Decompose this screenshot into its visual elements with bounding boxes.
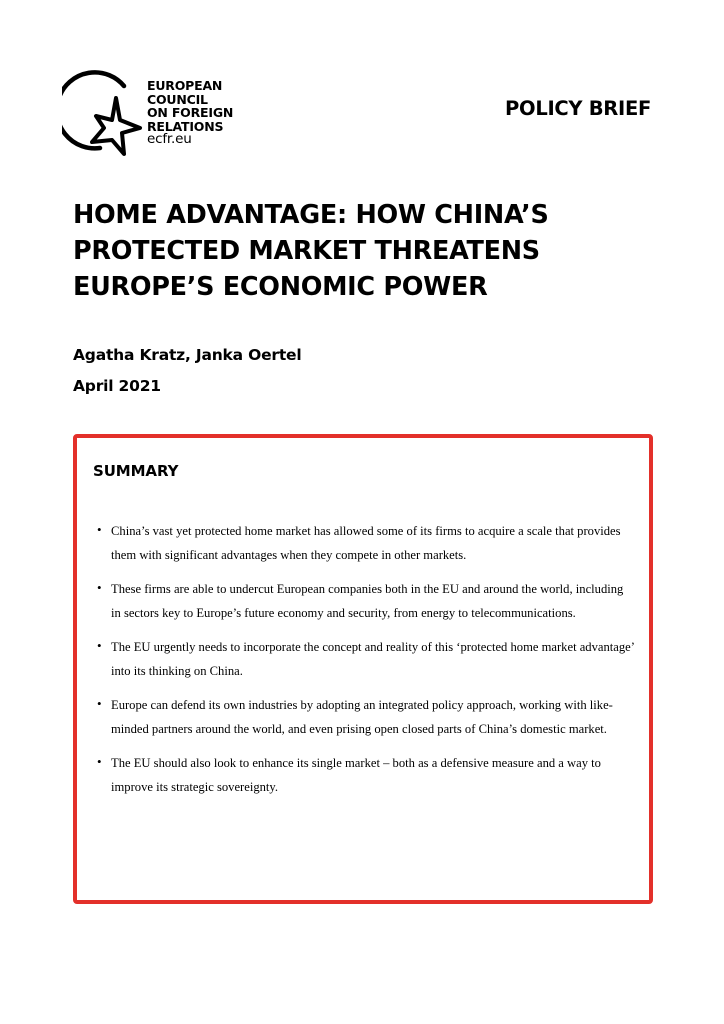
summary-list [95,520,635,810]
publication-date: April 2021 [73,377,161,395]
title-line: PROTECTED MARKET THREATENS [73,236,540,266]
brief-type-label: POLICY BRIEF [505,97,651,120]
list-item [95,752,635,799]
summary-heading: SUMMARY [93,462,179,480]
summary-item-text: China’s vast yet protected home market has allowed some of its firms to acquire a scale that provides them with significant advantages when they compete in other markets. [111,524,621,562]
summary-item-text: The EU should also look to enhance its single market – both as a defensive measure and a way to improve its strategic sovereignty. [111,756,601,794]
title-line: EUROPE’S ECONOMIC POWER [73,272,488,302]
list-item [95,636,635,683]
ecfr-logo [62,70,262,160]
bullet-icon: • [97,580,102,595]
bullet-icon: • [97,754,102,769]
list-item [95,578,635,625]
title-line: HOME ADVANTAGE: HOW CHINA’S [73,200,549,230]
summary-box [73,434,653,904]
logo-url: ecfr.eu [147,131,192,148]
logo-line: ON FOREIGN [147,105,234,121]
logo-wordmark [147,79,233,147]
logo-line: RELATIONS [147,118,224,134]
summary-item-text: These firms are able to undercut European companies both in the EU and around the world, including in sectors key to Europe’s future economy and security, from energy to telecommunications. [111,582,624,620]
bullet-icon: • [97,638,102,653]
star-in-circle-icon [62,70,148,160]
bullet-icon: • [97,696,102,711]
page-title [73,197,673,305]
logo-line: EUROPEAN [147,78,223,93]
summary-item-text: The EU urgently needs to incorporate the concept and reality of this ‘protected home market advantage’ into its thinking on China. [111,640,635,678]
bullet-icon: • [97,522,102,537]
logo-line: COUNCIL [147,91,208,107]
list-item [95,520,635,567]
list-item [95,694,635,741]
authors: Agatha Kratz, Janka Oertel [73,346,302,364]
summary-item-text: Europe can defend its own industries by adopting an integrated policy approach, working with like-minded partners around the world, and even prising open closed parts of China’s domestic market. [111,698,613,736]
